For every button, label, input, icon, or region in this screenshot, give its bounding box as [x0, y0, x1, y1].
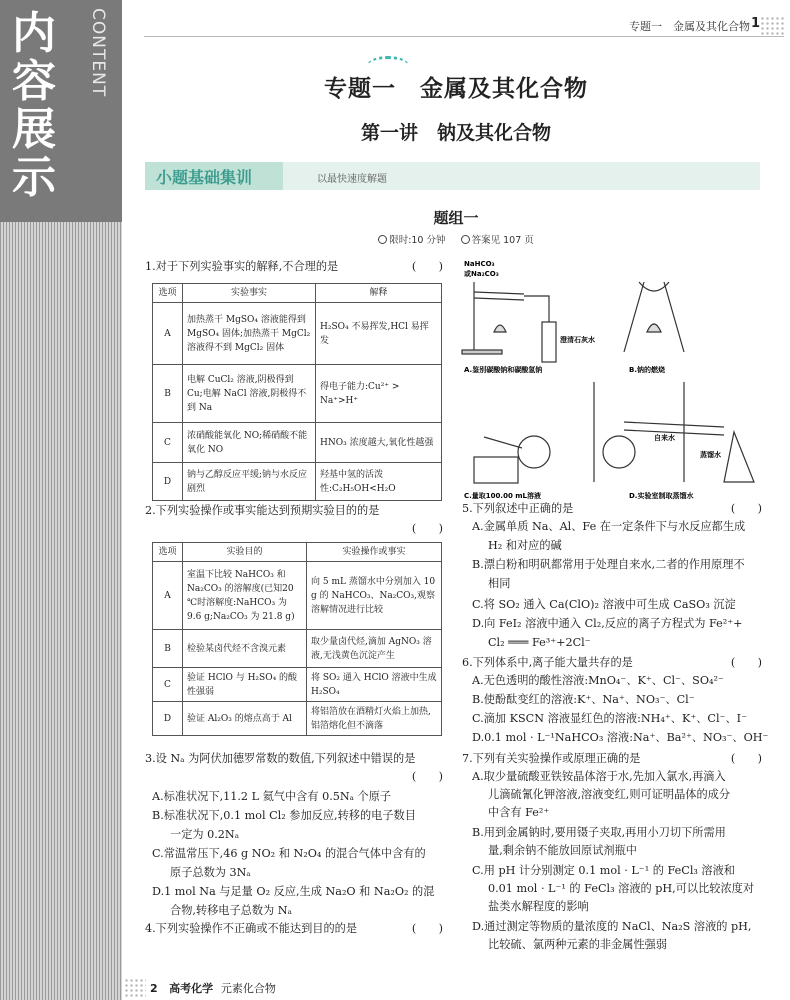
content-tab	[0, 0, 122, 222]
stand-base	[462, 350, 502, 354]
q5-option: H₂ 和对应的碱	[488, 539, 562, 552]
header-rule	[144, 36, 784, 37]
q7-option: 比较硫、氯两种元素的非金属性强弱	[488, 938, 668, 951]
footer-book: 高考化学	[169, 982, 214, 995]
footer	[150, 980, 276, 996]
time-limit: 限时:10 分钟	[389, 235, 446, 246]
q7-option: A.取少量硫酸亚铁铵晶体溶于水,先加入氯水,再滴入	[472, 770, 726, 783]
content-tab-cn: 内容展示	[12, 8, 56, 203]
q4-apparatus-figure	[454, 252, 774, 502]
q2-paren: ( )	[411, 522, 443, 535]
burner	[494, 325, 506, 332]
footer-unit: 元素化合物	[220, 982, 276, 995]
table-row: C 验证 HClO 与 H₂SO₄ 的酸性强弱 将 SO₂ 通入 HClO 溶液中生成 H₂SO₄	[153, 668, 442, 702]
fig-label: 蒸馏水	[700, 451, 721, 459]
volumetric-flask	[518, 436, 550, 468]
delivery-tube	[524, 296, 549, 322]
fig-label: NaHCO₃	[464, 260, 495, 268]
q1-table	[152, 283, 442, 501]
q3-option: A.标准状况下,11.2 L 氦气中含有 0.5Nₐ 个原子	[152, 790, 392, 803]
footer-dots-decoration	[124, 978, 146, 998]
q5-option: A.金属单质 Na、Al、Fe 在一定条件下与水反应都生成	[472, 520, 746, 533]
q7-option: 0.01 mol · L⁻¹ 的 FeCl₃ 溶液的 pH,可以比较浓度对	[488, 882, 755, 895]
content-tab-en: CONTENT	[88, 8, 108, 98]
group-title: 题组一	[433, 209, 479, 227]
q5-option: D.向 FeI₂ 溶液中通入 Cl₂,反应的离子方程式为 Fe²⁺+	[472, 617, 743, 630]
q2-stem: 2.下列实验操作或事实能达到预期实验目的的是	[145, 504, 380, 517]
table-header: 选项 实验目的 实验操作或事实	[153, 543, 442, 562]
q6-option: B.使酚酞变红的溶液:K⁺、Na⁺、NO₃⁻、Cl⁻	[472, 693, 695, 706]
banner-subtitle: 以最快速度解题	[317, 174, 387, 185]
section-banner	[145, 162, 760, 190]
footer-page: 2	[150, 982, 158, 995]
q3-option: 合物,转移电子总数为 Nₐ	[170, 904, 292, 917]
receiving-flask	[724, 432, 754, 482]
q7-option: B.用到金属钠时,要用镊子夹取,再用小刀切下所需用	[472, 826, 726, 839]
page-number: 1	[750, 16, 760, 31]
q7-option: 儿滴硫氰化钾溶液,溶液变红,则可证明晶体的成分	[488, 788, 731, 801]
fig-label: 自来水	[654, 434, 675, 442]
q3-option: 原子总数为 3Nₐ	[170, 866, 251, 879]
table-row: C 浓硝酸能氧化 NO;稀硝酸不能氧化 NO HNO₃ 浓度越大,氧化性越强	[153, 423, 442, 463]
running-head: 专题一 金属及其化合物	[629, 20, 750, 33]
table-row: A 加热蒸干 MgSO₄ 溶液能得到 MgSO₄ 固体;加热蒸干 MgCl₂ 溶液得不到 MgCl₂ 固体 H₂SO₄ 不易挥发,HCl 易挥发	[153, 303, 442, 365]
tripod-leg	[624, 282, 644, 352]
q5-option: 相同	[488, 577, 511, 590]
topic-title: 专题一 金属及其化合物	[324, 76, 588, 102]
q7-stem: 7.下列有关实验操作或原理正确的是 ( )	[462, 752, 762, 765]
q6-option: D.0.1 mol · L⁻¹NaHCO₃ 溶液:Na⁺、Ba²⁺、NO₃⁻、OH⁻	[472, 731, 769, 744]
q5-option: Cl₂ ═══ Fe³⁺+2Cl⁻	[488, 636, 591, 649]
lesson-title: 第一讲 钠及其化合物	[360, 122, 551, 144]
q5-stem: 5.下列叙述中正确的是 ( )	[462, 502, 762, 515]
corner-dots-decoration	[760, 16, 784, 36]
table-row: A 室温下比较 NaHCO₃ 和 Na₂CO₃ 的溶解度(已知20 ℃时溶解度:NaHCO₃ 为 9.6 g;Na₂CO₃ 为 21.8 g) 向 5 mL 蒸馏水中分别加入 10 g 的 NaHCO₃、Na₂CO₃,观察溶解情况进行比较	[153, 562, 442, 630]
table-row: D 验证 Al₂O₃ 的熔点高于 Al 将铝箔放在酒精灯火焰上加热,铝箔熔化但不滴落	[153, 702, 442, 736]
fig-caption: C.量取100.00 mL溶液	[464, 492, 541, 500]
table-row: B 检验某卤代烃不含溴元素 取少量卤代烃,滴加 AgNO₃ 溶液,无浅黄色沉淀产生	[153, 630, 442, 668]
q3-stem: 3.设 Nₐ 为阿伏加德罗常数的数值,下列叙述中错误的是	[145, 752, 416, 765]
condenser	[624, 422, 724, 427]
q3-option: C.常温常压下,46 g NO₂ 和 N₂O₄ 的混合气体中含有的	[152, 847, 426, 860]
q6-option: A.无色透明的酸性溶液:MnO₄⁻、K⁺、Cl⁻、SO₄²⁻	[472, 674, 724, 687]
fig-caption: A.鉴别碳酸钠和碳酸氢钠	[464, 366, 543, 374]
fig-caption: D.实验室制取蒸馏水	[629, 492, 694, 500]
q6-stem: 6.下列体系中,离子能大量共存的是 ( )	[462, 656, 762, 669]
q7-option: 量,剩余钠不能放回原试剂瓶中	[488, 844, 637, 857]
q3-option: B.标准状况下,0.1 mol Cl₂ 参加反应,转移的电子数目	[152, 809, 416, 822]
q3-paren: ( )	[411, 770, 443, 783]
table-row: B 电解 CuCl₂ 溶液,阴极得到 Cu;电解 NaCl 溶液,阴极得不到 Na 得电子能力:Cu²⁺ > Na⁺>H⁺	[153, 365, 442, 423]
beaker	[474, 457, 518, 483]
q2-table	[152, 542, 442, 736]
table-header: 选项 实验事实 解释	[153, 284, 442, 303]
q7-option: 中含有 Fe²⁺	[488, 806, 550, 819]
q5-option: B.漂白粉和明矾都常用于处理自来水,二者的作用原理不	[472, 558, 745, 571]
fig-label: 澄清石灰水	[560, 336, 595, 344]
table-row: D 钠与乙醇反应平缓;钠与水反应剧烈 羟基中氢的活泼性:C₂H₅OH<H₂O	[153, 463, 442, 501]
page	[122, 0, 790, 1000]
q3-option: 一定为 0.2Nₐ	[170, 828, 240, 841]
answer-ref: 答案见 107 页	[471, 235, 534, 246]
beaker-tube	[542, 322, 556, 362]
fig-label: 或Na₂CO₃	[464, 270, 499, 278]
fig-caption: B.钠的燃烧	[629, 366, 665, 374]
q7-option: 盐类水解程度的影响	[488, 900, 589, 913]
q1-stem: 1.对于下列实验事实的解释,不合理的是 ( )	[145, 260, 443, 273]
answer-icon	[461, 235, 470, 244]
banner-title: 小题基础集训	[156, 168, 253, 187]
q4-stem: 4.下列实验操作不正确或不能达到目的的是 ( )	[145, 922, 443, 935]
distillation-flask	[603, 436, 635, 468]
q5-option: C.将 SO₂ 通入 Ca(ClO)₂ 溶液中可生成 CaSO₃ 沉淀	[472, 598, 736, 611]
test-tube	[474, 292, 524, 294]
clock-icon	[378, 235, 387, 244]
q3-option: D.1 mol Na 与足量 O₂ 反应,生成 Na₂O 和 Na₂O₂ 的混	[152, 885, 435, 898]
q7-option: D.通过测定等物质的量浓度的 NaCl、Na₂S 溶液的 pH,	[472, 920, 752, 933]
group-meta	[122, 232, 790, 246]
q6-option: C.滴加 KSCN 溶液显红色的溶液:NH₄⁺、K⁺、Cl⁻、I⁻	[472, 712, 747, 725]
q7-option: C.用 pH 计分别测定 0.1 mol · L⁻¹ 的 FeCl₃ 溶液和	[472, 864, 735, 877]
